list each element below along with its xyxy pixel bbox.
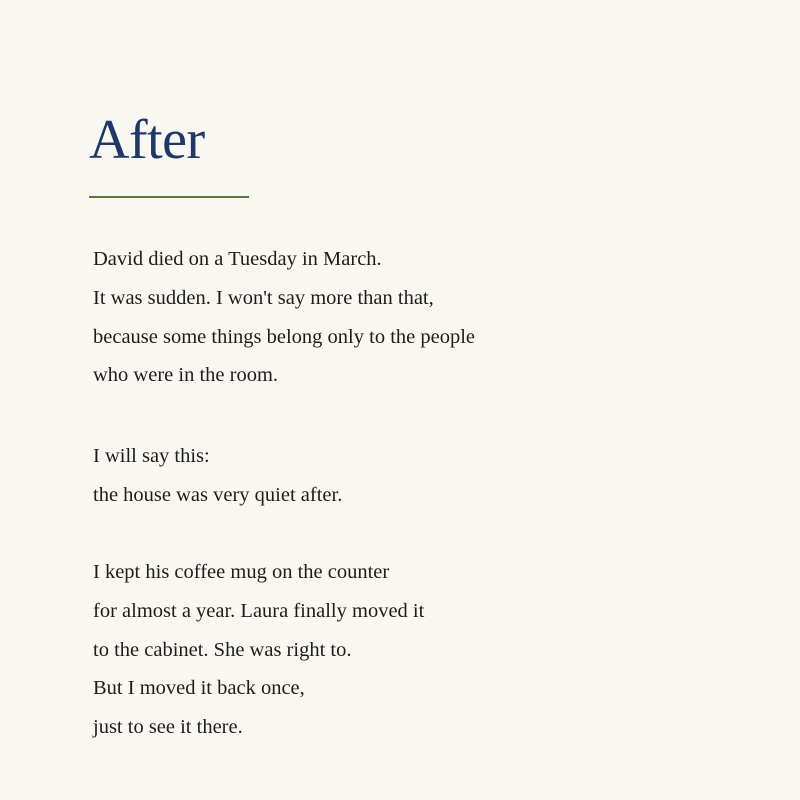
poem-line: But I moved it back once, (93, 677, 305, 700)
poem-line: because some things belong only to the people (93, 325, 476, 348)
poem-line: just to see it there. (93, 716, 243, 739)
stanza-2 (93, 437, 342, 515)
poem-line: I kept his coffee mug on the counter (93, 561, 390, 583)
stanza-3 (93, 553, 424, 747)
poem-line: who were in the room. (93, 364, 279, 387)
poem-line: David died on a Tuesday in March. (93, 248, 382, 270)
poem-line: I will say this: (93, 445, 210, 467)
title-divider (89, 196, 249, 198)
poem-line: for almost a year. Laura finally moved it (93, 599, 425, 622)
stanza-1 (93, 240, 475, 395)
poem-line: the house was very quiet after. (93, 483, 343, 506)
poem-line: to the cabinet. She was right to. (93, 638, 352, 661)
poem-line: It was sudden. I won't say more than that, (93, 286, 434, 309)
poem-title: After (89, 109, 205, 171)
